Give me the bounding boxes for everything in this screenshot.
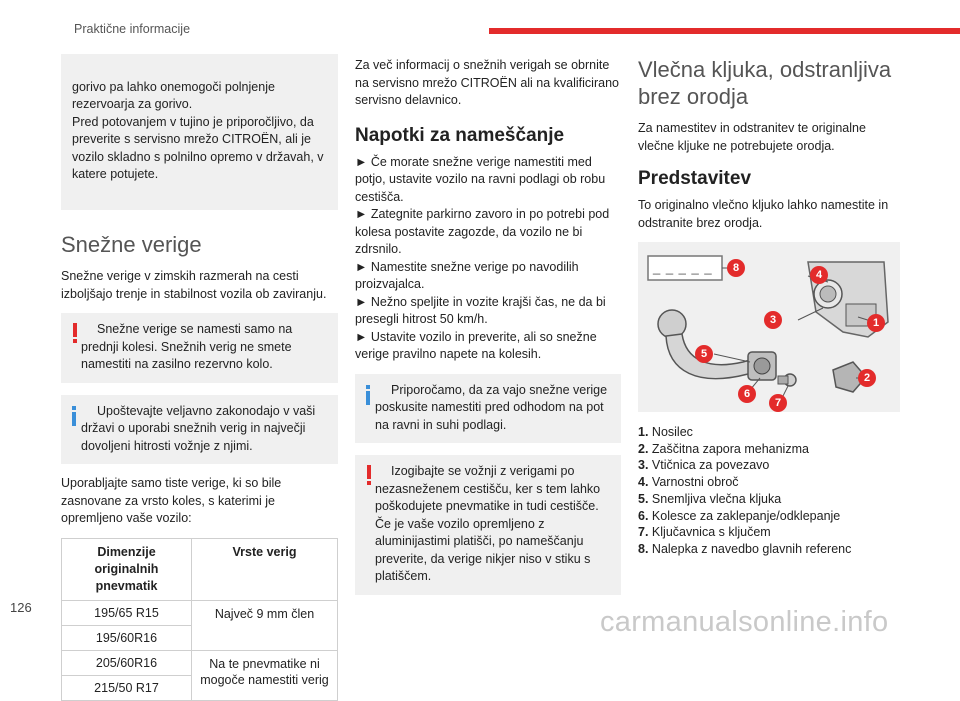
installation-step: ► Če morate snežne verige namestiti med potjo, ustavite vozilo na ravni podlagi ob robu cestišča.: [355, 154, 606, 204]
table-cell-tyre: 205/60R16: [62, 650, 192, 675]
installation-step: ► Nežno speljite in vozite krajši čas, ne da bi presegli hitrost 50 km/h.: [355, 294, 606, 326]
info-box-legislation: [61, 395, 338, 465]
info-icon: [361, 384, 375, 406]
badge-2: 2: [858, 369, 876, 387]
legend-number: 4.: [638, 475, 649, 490]
tow-hook-intro: Za namestitev in odstranitev te originalne vlečne kljuke ne potrebujete orodja.: [638, 121, 866, 153]
table-header-dimensions: Dimenzije originalnih pnevmatik: [62, 538, 192, 600]
component-legend: [638, 424, 900, 558]
list-item: [638, 491, 900, 508]
list-item: [638, 508, 900, 525]
column-right: [638, 56, 900, 558]
list-item: [638, 457, 900, 474]
table-cell-chain: Na te pnevmatike ni mogoče namestiti verig: [192, 650, 338, 700]
fuel-note-text: gorivo pa lahko onemogoči polnjenje rezervoarja za gorivo. Pred potovanjem v tujino je priporočljivo, da preverite s servisno mrežo CITROËN, ali je vozilo skladno s polnilno opremo v državah, v katere potujete.: [72, 79, 324, 181]
table-header-row: [62, 538, 338, 600]
warning-box-road: [355, 455, 621, 595]
warning-road-text: Izogibajte se vožnji z verigami po nezasneženem cestišču, ker s tem lahko poškodujete pnevmatike in tudi cestišče. Če je vaše vozilo opremljeno z aluminijastimi platišči, po nameščanju preverite, da verige nikjer niso v stiku s platiščem.: [375, 464, 601, 583]
heading-presentation: Predstavitev: [638, 168, 752, 189]
legend-text: Vtičnica za povezavo: [651, 458, 770, 473]
info-practice-text: Priporočamo, da za vajo snežne verige poskusite namestiti pred odhodom na pot na ravni in suhi podlagi.: [375, 382, 608, 432]
info-icon: [67, 405, 81, 427]
column-middle: [355, 57, 621, 595]
installation-step: ► Zategnite parkirno zavoro in po potrebi pod kolesa postavite zagozde, da vozilo ne bi zdrsnilo.: [355, 207, 610, 256]
info-box-practice: [355, 374, 621, 444]
legend-text: Nalepka z navedbo glavnih referenc: [651, 541, 852, 556]
watermark: carmanualsonline.info: [600, 606, 889, 638]
legend-text: Ključavnica s ključem: [651, 525, 771, 540]
badge-6: 6: [738, 385, 756, 403]
table-cell-tyre: 195/65 R15: [62, 600, 192, 625]
installation-step: ► Namestite snežne verige po navodilih proizvajalca.: [355, 259, 579, 291]
warning-box-front-wheels: [61, 313, 338, 383]
heading-tow-hook: Vlečna kljuka, odstranljiva brez orodja: [638, 57, 892, 109]
header-accent-bar: [489, 28, 960, 34]
page-number: 126: [10, 600, 32, 615]
chains-use-text: Uporabljajte samo tiste verige, ki so bile zasnovane za vrsto koles, s katerimi je opremljeno vaše vozilo:: [61, 476, 282, 525]
legend-text: Zaščitna zapora mehanizma: [651, 441, 809, 456]
table-cell-tyre: 215/50 R17: [62, 675, 192, 700]
badge-7: 7: [769, 394, 787, 412]
table-cell-tyre: 195/60R16: [62, 625, 192, 650]
list-item: [638, 474, 900, 491]
chains-table: [61, 538, 338, 701]
column-left: [61, 54, 338, 701]
fuel-note-box: [61, 54, 338, 210]
legend-text: Kolesce za zaklepanje/odklepanje: [651, 508, 841, 523]
badge-8: 8: [727, 259, 745, 277]
legend-text: Nosilec: [651, 425, 693, 439]
heading-installation-tips: Napotki za nameščanje: [355, 124, 565, 146]
sticker-label: _ _ _ _ _: [653, 260, 713, 275]
installation-steps: [355, 154, 621, 364]
warning-exclamation-icon: [67, 322, 83, 344]
presentation-text: To originalno vlečno kljuko lahko namestite in odstranite brez orodja.: [638, 198, 889, 230]
installation-step: ► Ustavite vozilo in preverite, ali so snežne verige pravilno napete na kolesih.: [355, 329, 597, 361]
table-row: [62, 650, 338, 675]
warning-exclamation-icon: [361, 464, 377, 486]
legend-number: 2.: [638, 441, 649, 456]
list-item: [638, 424, 900, 441]
legend-number: 8.: [638, 541, 649, 556]
legend-number: 7.: [638, 525, 649, 540]
list-item: [638, 524, 900, 541]
tow-hook-figure: [638, 242, 900, 412]
legend-number: 1.: [638, 425, 649, 439]
table-header-chain-types: Vrste verig: [192, 538, 338, 600]
heading-snow-chains: Snežne verige: [61, 232, 202, 257]
legend-number: 3.: [638, 458, 649, 473]
info-legislation-text: Upoštevajte veljavno zakonodajo v vaši državi o uporabi snežnih verig in največji dovoljeni hitrosti vožnje z njimi.: [81, 403, 316, 453]
table-cell-chain: Največ 9 mm člen: [192, 600, 338, 650]
table-row: [62, 600, 338, 625]
list-item: [638, 541, 900, 558]
chains-service-text: Za več informacij o snežnih verigah se obrnite na servisno mrežo CITROËN ali na kvalificirano servisno delavnico.: [355, 58, 619, 107]
badge-4: 4: [810, 266, 828, 284]
legend-text: Varnostni obroč: [651, 475, 739, 490]
badge-1: 1: [867, 314, 885, 332]
badge-3: 3: [764, 311, 782, 329]
snow-chains-intro: Snežne verige v zimskih razmerah na cesti izboljšajo trenje in stabilnost vozila ob zaviranju.: [61, 269, 327, 301]
section-title: Praktične informacije: [74, 22, 191, 36]
legend-number: 5.: [638, 491, 649, 506]
warning-front-wheels-text: Snežne verige se namesti samo na prednji kolesi. Snežnih verig ne smete namestiti na zasilno rezervno kolo.: [81, 322, 293, 371]
legend-text: Snemljiva vlečna kljuka: [651, 491, 782, 506]
list-item: [638, 441, 900, 458]
badge-5: 5: [695, 345, 713, 363]
legend-number: 6.: [638, 508, 649, 523]
